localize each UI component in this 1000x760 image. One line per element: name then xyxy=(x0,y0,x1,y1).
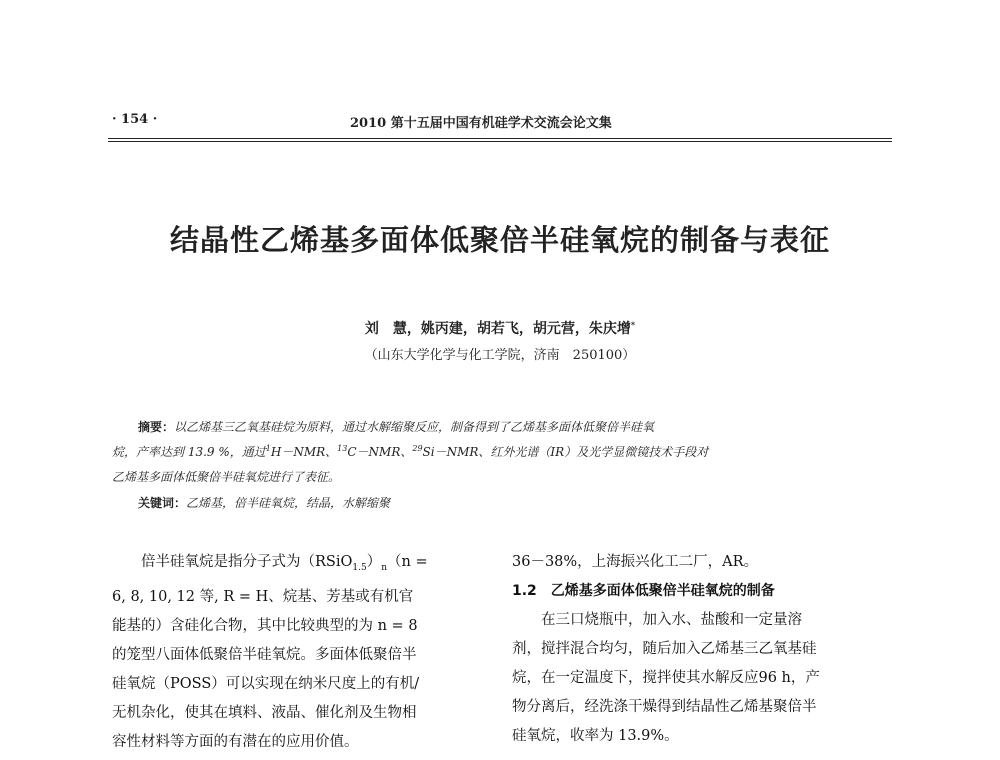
right-column xyxy=(512,548,892,751)
paper-title: 结晶性乙烯基多面体低聚倍半硅氧烷的制备与表征 xyxy=(169,223,830,257)
left-line-4: 的笼型八面体低聚倍半硅氧烷。多面体低聚倍半 xyxy=(112,646,417,663)
right-line-6: 物分离后，经洗涤干燥得到结晶性乙烯基聚倍半 xyxy=(512,699,817,715)
page-number: · 154 · xyxy=(112,112,158,127)
section-heading: 1.2 乙烯基多面体低聚倍半硅氧烷的制备 xyxy=(512,583,775,599)
header-rule-2 xyxy=(108,141,892,142)
keywords-label: 关键词： xyxy=(138,496,187,510)
left-column xyxy=(112,548,492,757)
abstract-line-2: 烷，产率达到 13.9 %，通过$^1$H－NMR、$^{13}$C－NMR、$^{29}$Si－NMR、红外光谱（IR）及光学显微镜技术手段对 xyxy=(112,444,709,459)
keywords-line: 关键词：乙烯基，倍半硅氧烷，结晶，水解缩聚 xyxy=(138,496,391,510)
right-line-7: 硅氧烷，收率为 13.9%。 xyxy=(512,728,679,744)
corresponding-mark: * xyxy=(630,319,636,330)
right-line-3: 在三口烧瓶中，加入水、盐酸和一定量溶 xyxy=(541,612,802,628)
journal-header: 2010 第十五届中国有机硅学术交流会论文集 xyxy=(350,116,612,131)
abstract-label: 摘要： xyxy=(138,420,175,434)
left-line-3: 能基的）含硅化合物，其中比较典型的为 n = 8 xyxy=(112,617,418,634)
left-line-1: 倍半硅氧烷是指分子式为$(RSiO_{1.5})_n(n$ = xyxy=(141,554,428,573)
header-rule xyxy=(108,138,892,139)
left-line-5: 硅氧烷（POSS）可以实现在纳米尺度上的有机/ xyxy=(112,675,420,692)
left-line-2: 6, 8, 10, 12 等, R = H、烷基、芳基或有机官 xyxy=(112,588,414,605)
left-line-7: 容性材料等方面的有潜在的应用价值。 xyxy=(112,733,359,750)
right-line-5: 烷，在一定温度下，搅拌使其水解反应96 h，产 xyxy=(512,670,820,686)
abstract-line-3: 乙烯基多面体低聚倍半硅氧烷进行了表征。 xyxy=(112,470,341,484)
right-line-4: 剂，搅拌混合均匀，随后加入乙烯基三乙氧基硅 xyxy=(512,641,817,657)
left-line-6: 无机杂化，使其在填料、液晶、催化剂及生物相 xyxy=(112,704,417,721)
right-line-1: 36－38%，上海振兴化工二厂，AR。 xyxy=(512,554,759,570)
affiliation: （山东大学化学与化工学院，济南 250100） xyxy=(364,348,636,363)
abstract-line-1: 摘要：以乙烯基三乙氧基硅烷为原料，通过水解缩聚反应，制备得到了乙烯基多面体低聚倍半硅氧 xyxy=(138,420,655,434)
author-list: 刘 慧，姚丙建，胡若飞，胡元营，朱庆增* xyxy=(364,319,636,337)
